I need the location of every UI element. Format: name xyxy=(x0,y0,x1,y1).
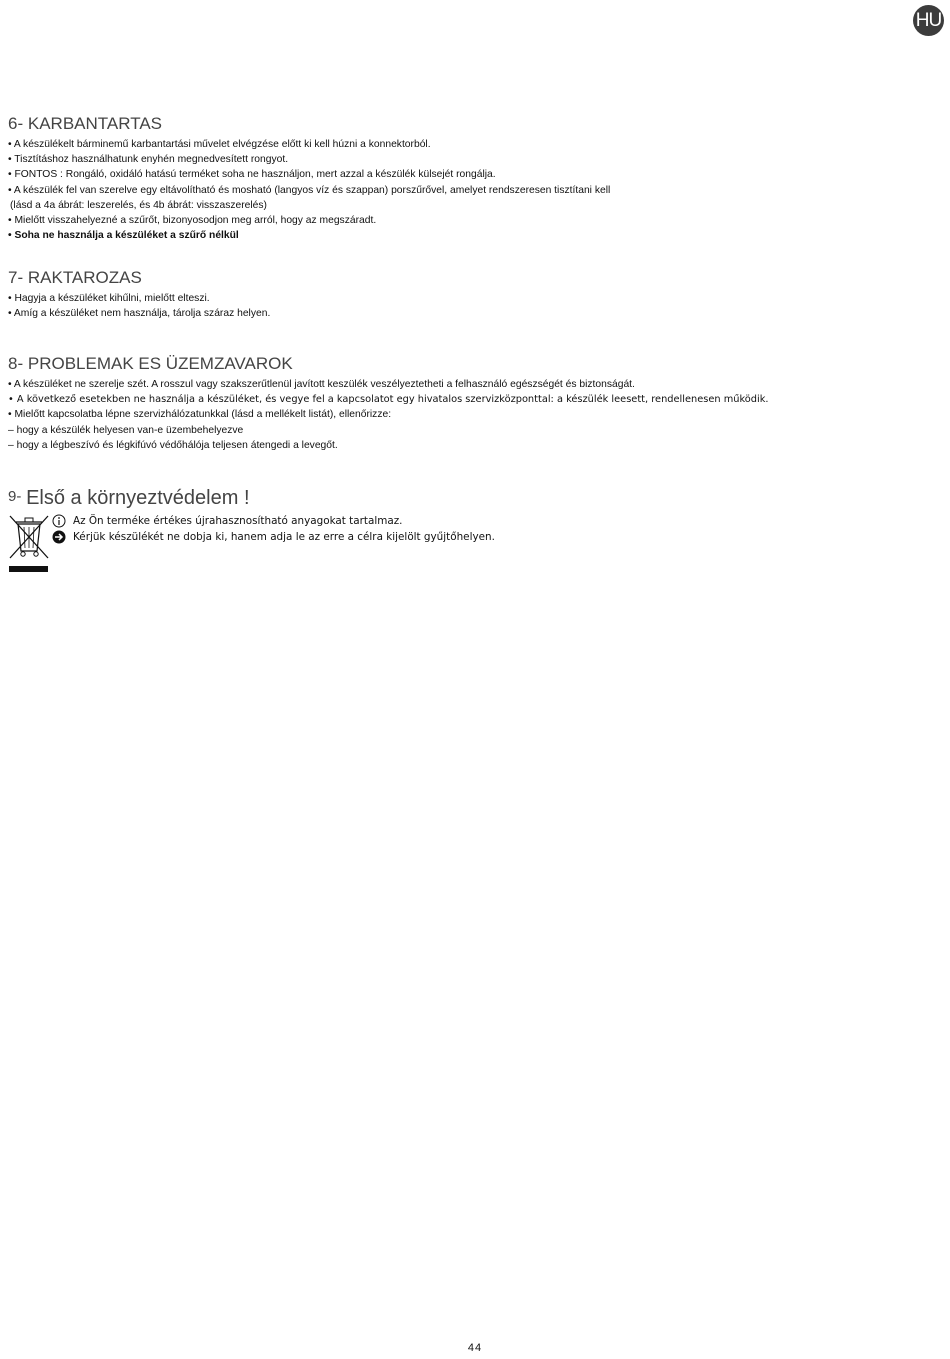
text-line: • Amíg a készüléket nem használja, tárolja száraz helyen. xyxy=(8,308,271,320)
section-title: PROBLEMAK ES ÜZEMZAVAROK xyxy=(27,354,293,373)
section-title: Első a környeztvédelem ! xyxy=(26,487,250,509)
text-line: • Hagyja a készüléket kihűlni, mielőtt elteszi. xyxy=(8,293,210,304)
section-heading xyxy=(8,114,930,134)
section-number: 9- xyxy=(8,488,22,505)
info-icon xyxy=(52,514,66,528)
text-line: • A készülékelt bárminemű karbantartási művelet elvégzése előtt ki kell húzni a konnektorból. xyxy=(8,139,431,150)
section-number: 7- xyxy=(8,268,24,287)
section-heading xyxy=(8,487,930,510)
text-line: • FONTOS : Rongáló, oxidáló hatású terméket soha ne használjon, mert azzal a készülék külsejét rongálja. xyxy=(8,169,496,181)
section-title: KARBANTARTAS xyxy=(27,114,162,133)
text-line: • Tisztításhoz használhatunk enyhén megnedvesített rongyot. xyxy=(8,154,289,166)
text-line: – hogy a légbeszívó és légkifúvó védőhálója teljesen átengedi a levegőt. xyxy=(8,439,338,451)
section-heading xyxy=(8,268,930,288)
info-line xyxy=(52,513,495,529)
text-line: (lásd a 4a ábrát: leszerelés, és 4b ábrát: visszaszerelés) xyxy=(10,199,267,211)
section-troubleshooting xyxy=(8,354,930,453)
section-storage xyxy=(8,268,930,321)
warning-line: • Soha ne használja a készüléket a szűrő nélkül xyxy=(8,230,239,242)
crossed-bin-icon xyxy=(8,513,50,571)
page-number: 44 xyxy=(467,1342,483,1354)
section-maintenance xyxy=(8,114,930,243)
dispose-text: Kérjük készülékét ne dobja ki, hanem adja le az erre a célra kijelölt gyűjtőhelyen. xyxy=(73,531,495,543)
text-line: • A készülék fel van szerelve egy eltávolítható és mosható (langyos víz és szappan) porszűrővel, amelyet rendszeresen tisztítani kell xyxy=(8,184,611,196)
section-title: RAKTAROZAS xyxy=(27,268,142,287)
text-line: – hogy a készülék helyesen van-e üzembehelyezve xyxy=(8,424,244,436)
text-line: • A készüléket ne szerelje szét. A rosszul vagy szakszerűtlenül javított keszülék veszélyeztetheti a felhasználó egészségét és biztonságát. xyxy=(8,379,635,390)
environment-notice xyxy=(8,513,930,571)
section-number: 8- xyxy=(8,354,24,373)
section-environment xyxy=(8,487,930,571)
dispose-line xyxy=(52,529,495,545)
text-line: • A következő esetekben ne használja a készüléket, és vegye fel a kapcsolatot egy hivatalos szervizközponttal: a készülék leesett, rendellenesen működik. xyxy=(8,394,769,406)
language-badge: HU xyxy=(913,5,944,36)
info-text: Az Ön terméke értékes újrahasznosítható anyagokat tartalmaz. xyxy=(73,515,403,527)
arrow-right-icon xyxy=(52,530,66,544)
section-heading xyxy=(8,354,930,374)
text-line: • Mielőtt visszahelyezné a szűrőt, bizonyosodjon meg arról, hogy az megszáradt. xyxy=(8,215,377,227)
text-line: • Mielőtt kapcsolatba lépne szervizhálózatunkkal (lásd a mellékelt listát), ellenőrizze: xyxy=(8,409,392,421)
section-number: 6- xyxy=(8,114,24,133)
